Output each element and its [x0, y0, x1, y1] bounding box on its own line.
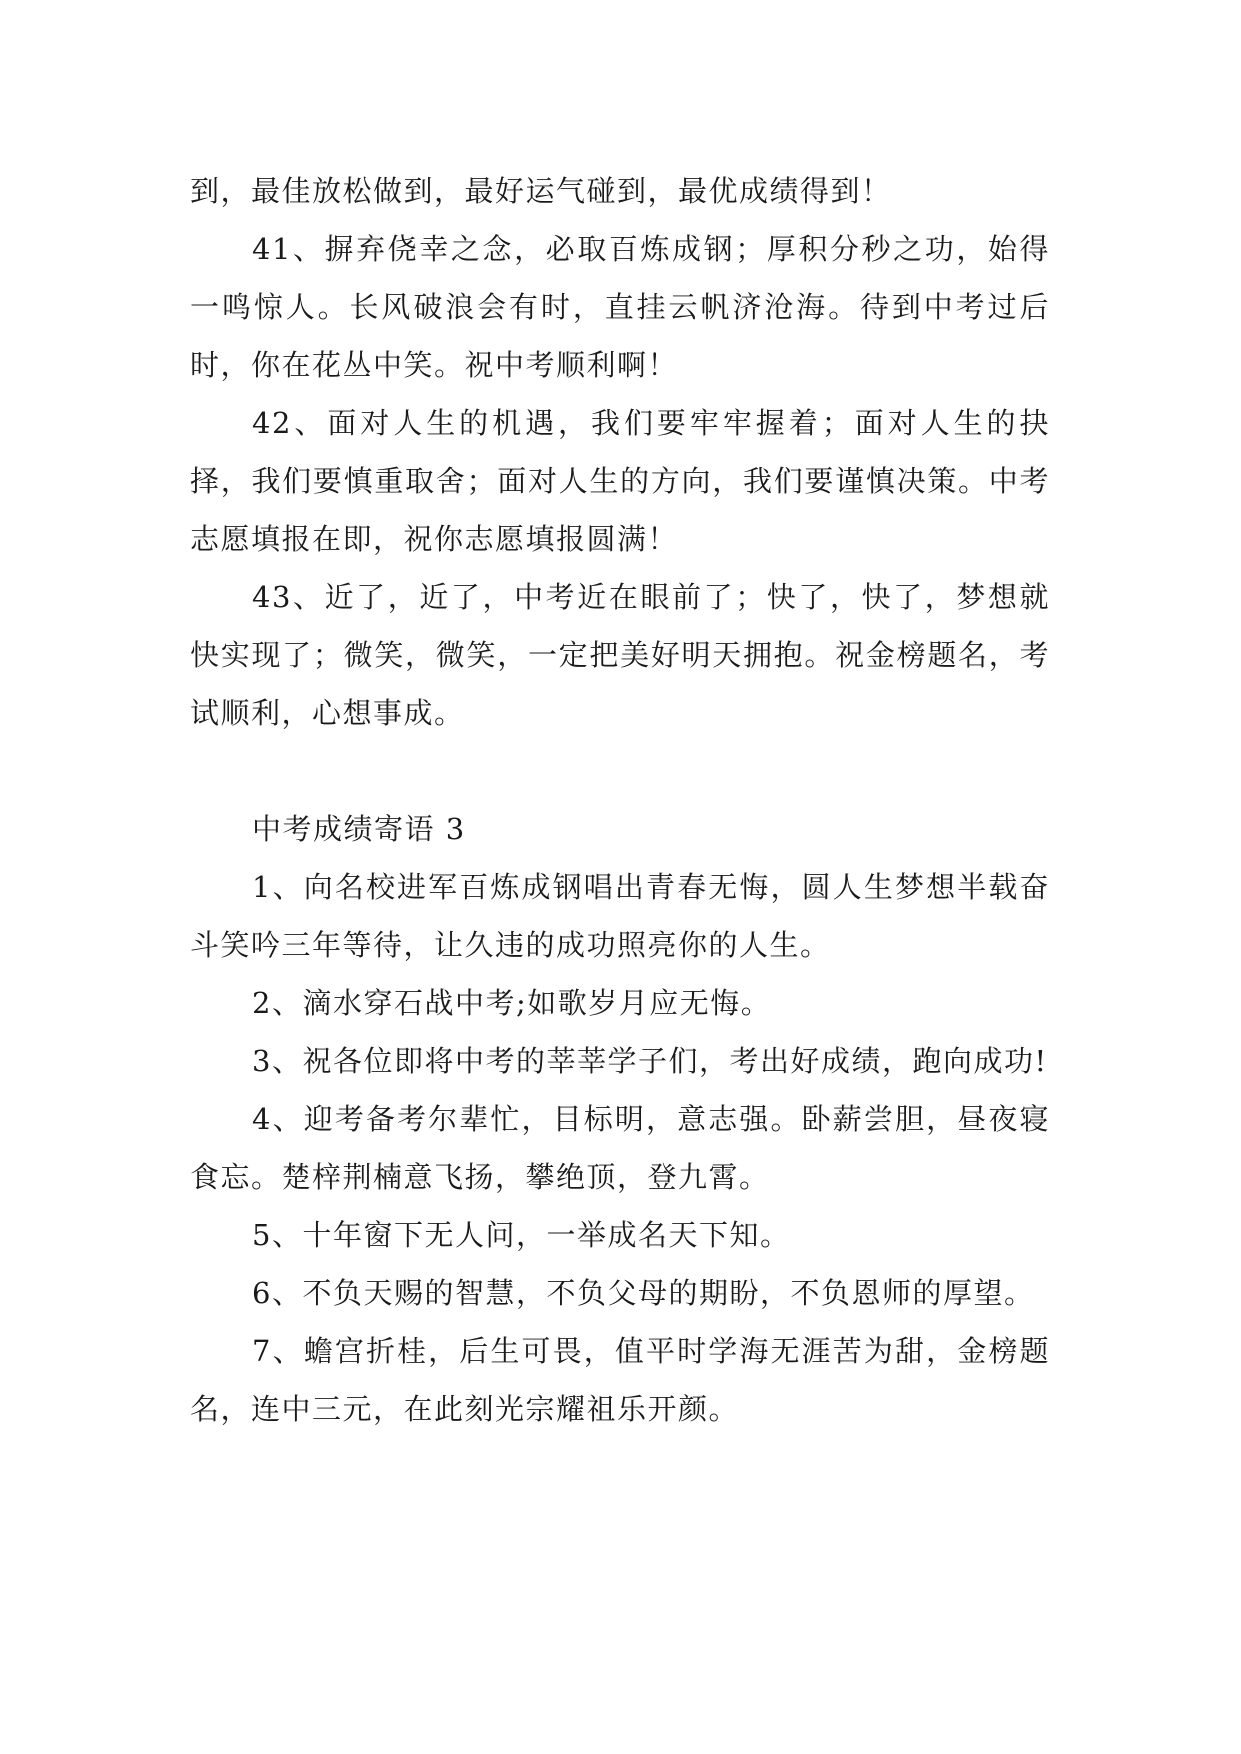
paragraph-42: 42、面对人生的机遇，我们要牢牢握着；面对人生的抉择，我们要慎重取舍；面对人生的方向，我们要谨慎决策。中考志愿填报在即，祝你志愿填报圆满！ — [190, 406, 1050, 556]
section-item-7: 7、蟾宫折桂，后生可畏，值平时学海无涯苦为甜，金榜题名，连中三元，在此刻光宗耀祖乐开颜。 — [190, 1334, 1050, 1426]
paragraph-continuation: 到，最佳放松做到，最好运气碰到，最优成绩得到！ — [190, 174, 892, 208]
section-item-5: 5、十年窗下无人问，一举成名天下知。 — [252, 1218, 791, 1252]
section-title: 中考成绩寄语 3 — [252, 812, 466, 846]
paragraph-41: 41、摒弃侥幸之念，必取百炼成钢；厚积分秒之功，始得一鸣惊人。长风破浪会有时，直挂云帆济沧海。待到中考过后时，你在花丛中笑。祝中考顺利啊！ — [190, 232, 1050, 382]
section-item-6: 6、不负天赐的智慧，不负父母的期盼，不负恩师的厚望。 — [252, 1276, 1035, 1310]
section-item-2: 2、滴水穿石战中考;如歌岁月应无悔。 — [252, 986, 772, 1020]
document-body — [190, 162, 1050, 1438]
section-item-4: 4、迎考备考尔辈忙，目标明，意志强。卧薪尝胆，昼夜寝食忘。楚梓荆楠意飞扬，攀绝顶，登九霄。 — [190, 1102, 1050, 1194]
section-item-3: 3、祝各位即将中考的莘莘学子们，考出好成绩，跑向成功! — [252, 1044, 1048, 1078]
paragraph-43: 43、近了，近了，中考近在眼前了；快了，快了，梦想就快实现了；微笑，微笑，一定把美好明天拥抱。祝金榜题名，考试顺利，心想事成。 — [190, 580, 1050, 730]
section-item-1: 1、向名校进军百炼成钢唱出青春无悔，圆人生梦想半载奋斗笑吟三年等待，让久违的成功照亮你的人生。 — [190, 870, 1050, 962]
